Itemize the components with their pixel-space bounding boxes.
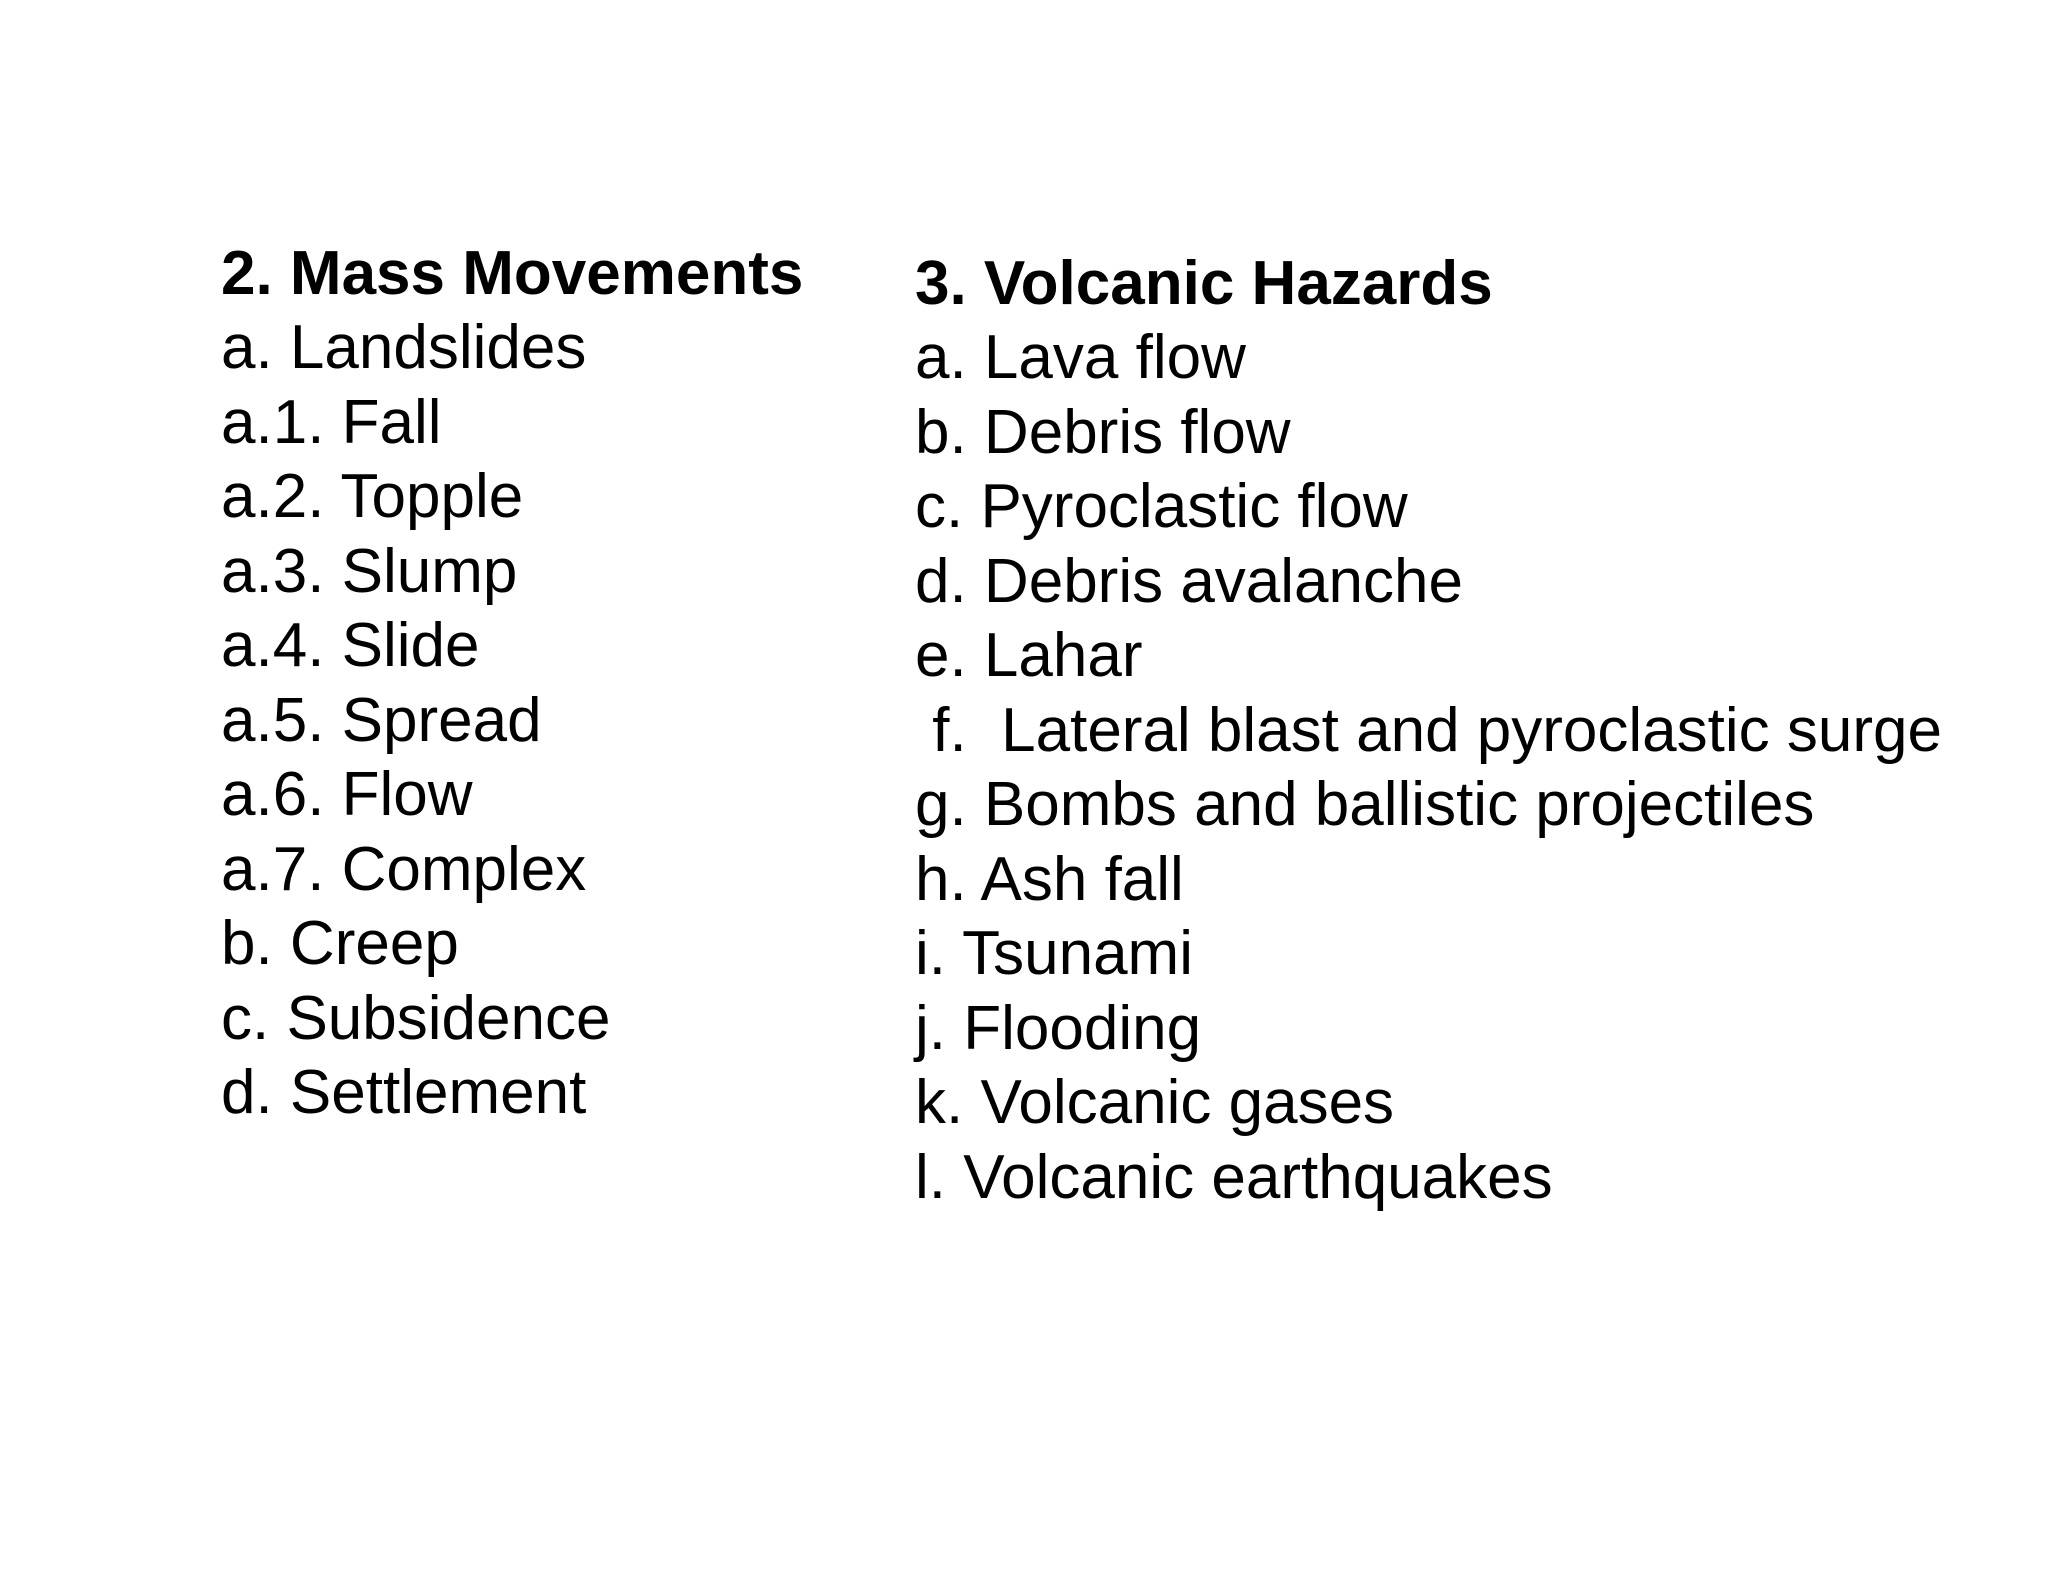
- list-item: h. Ash fall: [915, 844, 1184, 914]
- list-item: a.7. Complex: [221, 834, 587, 904]
- mass-movements-heading: 2. Mass Movements: [221, 239, 804, 308]
- list-item: j. Flooding: [915, 993, 1202, 1063]
- list-item: i. Tsunami: [915, 919, 1193, 988]
- list-item: a. Landslides: [221, 313, 587, 382]
- list-item: a.3. Slump: [221, 536, 518, 606]
- list-item: a.6. Flow: [221, 760, 473, 829]
- list-item: l. Volcanic earthquakes: [915, 1142, 1553, 1212]
- mass-movements-list: [221, 237, 803, 1131]
- list-item: g. Bombs and ballistic projectiles: [915, 770, 1815, 839]
- list-item: f. Lateral blast and pyroclastic surge: [915, 695, 1942, 765]
- list-item: c. Pyroclastic flow: [915, 472, 1408, 541]
- list-item: b. Debris flow: [915, 397, 1291, 467]
- list-item: a.1. Fall: [221, 387, 442, 457]
- volcanic-hazards-heading: 3. Volcanic Hazards: [915, 249, 1493, 318]
- list-item: b. Creep: [221, 909, 459, 978]
- list-item: c. Subsidence: [221, 983, 611, 1053]
- list-item: k. Volcanic gases: [915, 1068, 1395, 1137]
- list-item: a. Lava flow: [915, 323, 1246, 392]
- list-item: d. Debris avalanche: [915, 546, 1463, 616]
- list-item: a.4. Slide: [221, 611, 480, 680]
- list-item: a.2. Topple: [221, 462, 524, 531]
- list-item: d. Settlement: [221, 1058, 587, 1127]
- list-item: e. Lahar: [915, 621, 1143, 690]
- list-item: a.5. Spread: [221, 685, 542, 755]
- volcanic-hazards-list: [915, 247, 1942, 1215]
